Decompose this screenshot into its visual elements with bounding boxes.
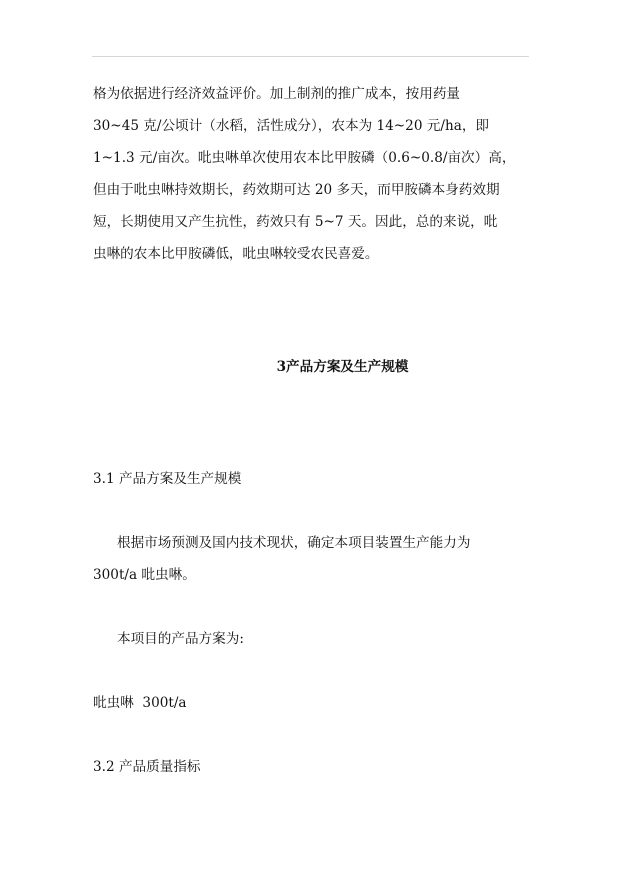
- paragraph-line: 但由于吡虫啉持效期长，药效期可达 20 多天，而甲胺磷本身药效期: [93, 182, 500, 198]
- product-line: 吡虫啉 300t/a: [93, 695, 187, 711]
- section-3-2-title: 3.2 产品质量指标: [93, 759, 201, 775]
- paragraph-line: 格为依据进行经济效益评价。加上制剂的推广成本，按用药量: [93, 86, 461, 102]
- paragraph-line: 300t/a 吡虫啉。: [93, 567, 196, 583]
- chapter-heading: 3产品方案及生产规模: [276, 359, 409, 375]
- section-3-1-title: 3.1 产品方案及生产规模: [93, 471, 242, 487]
- header-rule: [92, 56, 529, 57]
- paragraph-line: 根据市场预测及国内技术现状，确定本项目装置生产能力为: [117, 535, 471, 551]
- paragraph-line: 1~1.3 元/亩次。吡虫啉单次使用农本比甲胺磷（0.6~0.8/亩次）高，: [93, 150, 516, 166]
- paragraph-line: 短，长期使用又产生抗性，药效只有 5~7 天。因此，总的来说，吡: [93, 214, 498, 230]
- product-scheme-label: 本项目的产品方案为:: [117, 631, 244, 647]
- paragraph-line: 30~45 克/公顷计（水稻，活性成分），农本为 14~20 元/ha，即: [93, 118, 490, 134]
- paragraph-line: 虫啉的农本比甲胺磷低，吡虫啉较受农民喜爱。: [93, 246, 379, 262]
